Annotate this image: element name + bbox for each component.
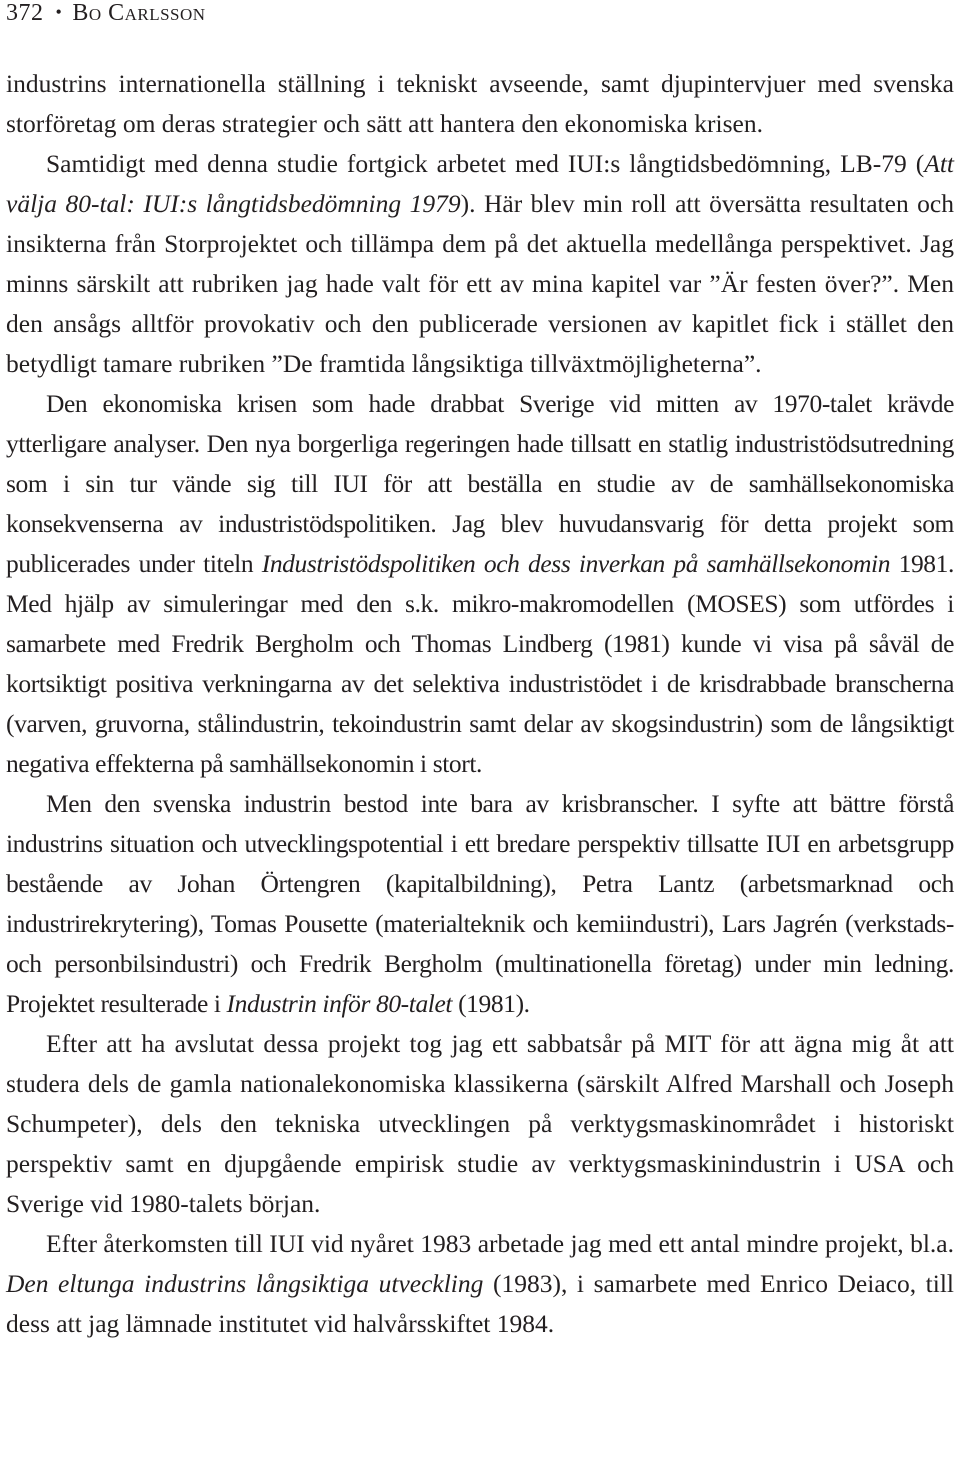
paragraph-3: [6, 384, 954, 784]
running-head: [6, 0, 206, 27]
paragraph-2-title-italic: Att välja 80-tal: IUI:s långtidsbedömning 1979: [6, 149, 954, 218]
paragraph-6: [6, 1224, 954, 1344]
paragraph-6-title-italic: Den eltunga industrins långsiktiga utveckling: [6, 1269, 484, 1298]
paragraph-4: [6, 784, 954, 1024]
page-number: 372: [6, 0, 44, 26]
paragraph-4-title-italic: Industrin inför 80-talet: [226, 989, 453, 1018]
paragraph-6-text-b: (1983), i samarbete med Enrico Deiaco, till dess att jag lämnade institutet vid halvårsskiftet 1984.: [6, 1269, 955, 1338]
paragraph-3-text-a: Den ekonomiska krisen som hade drabbat Sverige vid mitten av 1970-talet krävde ytterligare analyser. Den nya borgerliga regeringen hade tillsatt en statlig industristödsutredning som i sin tur vände sig till IUI för att beställa en studie av de samhällsekonomiska konsekvenserna av industristödspolitiken. Jag blev huvudansvarig för detta projekt som publicerades under titeln: [6, 389, 954, 578]
paragraph-5-text: Efter att ha avslutat dessa projekt tog jag ett sabbatsår på MIT för att ägna mig åt att studera dels de gamla nationalekonomiska klassikerna (särskilt Alfred Marshall och Joseph Schumpeter), dels den tekniska utvecklingen på verktygsmaskinområdet i historiskt perspektiv samt en djupgående empirisk studie av verktygsmaskinindustrin i USA och Sverige vid 1980-talets början.: [6, 1029, 954, 1218]
running-head-author: Bo Carlsson: [72, 0, 206, 26]
paragraph-2-text-b: ). Här blev min roll att översätta resultaten och insikterna från Storprojektet och tillämpa dem på det aktuella medellånga perspektivet. Jag minns särskilt att rubriken jag hade valt för ett av mina kapitel var ”Är festen över?”. Men den ansågs alltför provokativ och den publicerade versionen av kapitlet fick i stället den betydligt tamare rubriken ”De framtida långsiktiga tillväxtmöjligheterna”.: [6, 189, 955, 378]
paragraph-3-title-italic: Industristödspolitiken och dess inverkan på samhällsekonomin: [261, 549, 891, 578]
paragraph-4-text-a: Men den svenska industrin bestod inte bara av krisbranscher. I syfte att bättre förstå industrins situation och utvecklingspotential i ett bredare perspektiv tillsatte IUI en arbetsgrupp bestående av Johan Örtengren (kapitalbildning), Petra Lantz (arbetsmarknad och industrirekrytering), Tomas Pousette (materialteknik och kemiindustri), Lars Jagrén (verkstads- och personbilsindustri) och Fredrik Bergholm (multinationella företag) under min ledning. Projektet resulterade i: [6, 789, 954, 1018]
paragraph-4-text-b: (1981).: [452, 989, 530, 1018]
paragraph-6-text-a: Efter återkomsten till IUI vid nyåret 1983 arbetade jag med ett antal mindre projekt, bl.a.: [46, 1229, 954, 1258]
paragraph-1: [6, 64, 954, 144]
paragraph-5: [6, 1024, 954, 1224]
paragraph-2-text-a: Samtidigt med denna studie fortgick arbetet med IUI:s långtidsbedömning, LB-79 (: [46, 149, 925, 178]
paragraph-1-text: industrins internationella ställning i tekniskt avseende, samt djupintervjuer med svenska storföretag om deras strategier och sätt att hantera den ekonomiska krisen.: [6, 69, 954, 138]
paragraph-2: [6, 144, 954, 384]
body-text: [6, 64, 954, 1344]
paragraph-3-text-b: 1981. Med hjälp av simuleringar med den s.k. mikro-makromodellen (MOSES) som utfördes i samarbete med Fredrik Bergholm och Thomas Lindberg (1981) kunde vi visa på såväl de kortsiktigt positiva verkningarna av det selektiva industristödet i de krisdrabbade branscherna (varven, gruvorna, stålindustrin, tekoindustrin samt delar av skogsindustrin) som de långsiktigt negativa effekterna på samhällsekonomin i stort.: [6, 549, 954, 778]
bullet-separator-icon: •: [55, 2, 63, 22]
